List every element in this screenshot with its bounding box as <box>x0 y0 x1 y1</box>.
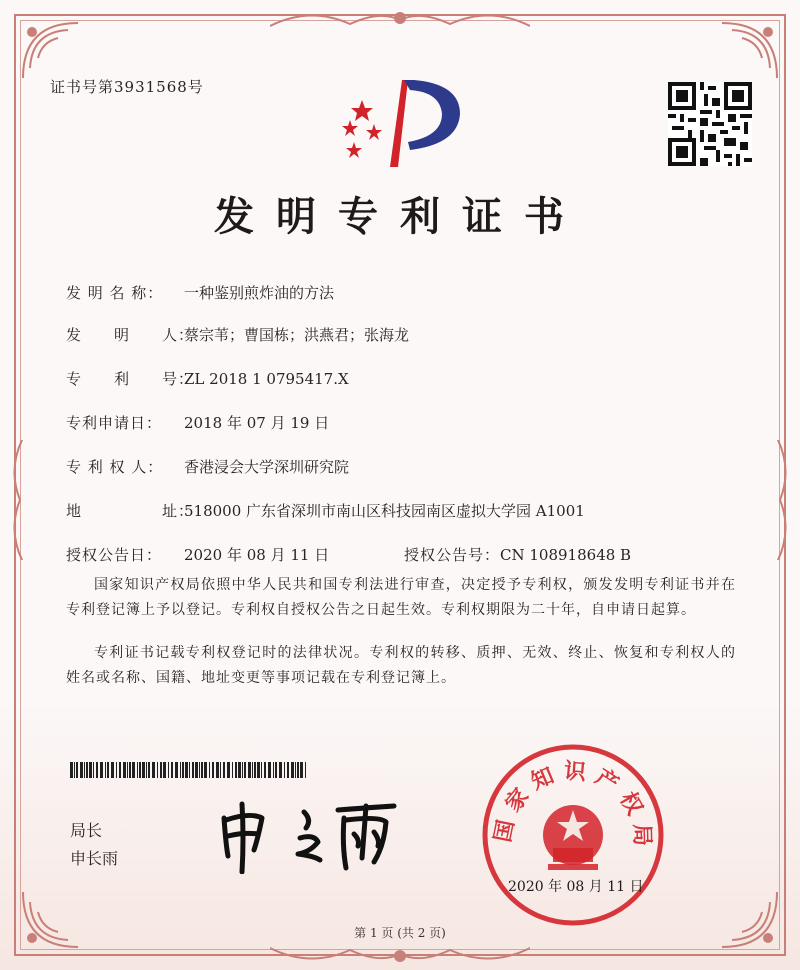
certificate-number: 证书号第3931568号 <box>50 78 204 96</box>
field-inventors <box>66 324 409 345</box>
field-label: 发 明 人： <box>66 326 195 344</box>
field-value: 蔡宗苇；曹国栋；洪燕君；张海龙 <box>184 326 410 344</box>
director-signature-icon <box>214 798 404 874</box>
right-side-ornament <box>770 440 794 560</box>
field-label: 专 利 权 人： <box>66 458 164 476</box>
field-value: 一种鉴别煎炸油的方法 <box>184 284 335 302</box>
bottom-center-ornament <box>270 940 530 968</box>
field-grant-pub-number <box>404 544 631 565</box>
director-name: 申长雨 <box>70 849 119 868</box>
field-invention-name <box>66 282 334 303</box>
corner-ornament-top-right <box>712 18 782 88</box>
field-label: 地 址： <box>66 502 195 520</box>
page-indicator: 第 1 页 (共 2 页) <box>354 926 446 940</box>
official-seal-icon <box>478 740 668 930</box>
barcode-icon <box>70 762 306 778</box>
statement-paragraph-2: 专利证书记载专利权登记时的法律状况。专利权的转移、质押、无效、终止、恢复和专利权人的姓名或名称、国籍、地址变更等事项记载在专利登记簿上。 <box>66 645 736 686</box>
certificate-title: 发明专利证书 <box>214 193 586 240</box>
field-value: 2018 年 07 月 19 日 <box>184 414 330 432</box>
corner-ornament-bottom-left <box>18 882 88 952</box>
svg-text:国家知识产权局: 国家知识产权局 <box>490 758 655 855</box>
field-grant-pub-date <box>66 544 329 565</box>
corner-ornament-bottom-right <box>712 882 782 952</box>
field-label: 专 利 号： <box>66 370 195 388</box>
qr-code-icon <box>668 82 752 166</box>
field-application-date <box>66 412 329 433</box>
field-value: 香港浸会大学深圳研究院 <box>184 458 350 476</box>
statement-paragraph-1: 国家知识产权局依照中华人民共和国专利法进行审查，决定授予专利权，颁发发明专利证书并在专利登记簿上予以登记。专利权自授权公告之日起生效。专利权期限为二十年，自申请日起算。 <box>66 577 736 618</box>
director-label: 局长 <box>70 821 103 840</box>
field-value: 2020 年 08 月 11 日 <box>184 546 330 564</box>
field-address <box>66 500 585 521</box>
field-value: ZL 2018 1 0795417.X <box>184 370 349 388</box>
field-value: CN 108918648 B <box>500 546 632 564</box>
patent-office-logo-icon <box>330 72 470 172</box>
field-patent-number <box>66 368 349 389</box>
field-patentee <box>66 456 349 477</box>
field-label: 授权公告日： <box>66 546 163 564</box>
seal-date: 2020 年 08 月 11 日 <box>508 879 644 895</box>
field-label: 授权公告号： <box>404 546 501 564</box>
field-label: 发 明 名 称： <box>66 284 164 302</box>
field-value: 518000 广东省深圳市南山区科技园南区虚拟大学园 A1001 <box>184 502 585 520</box>
top-center-ornament <box>270 6 530 34</box>
field-label: 专利申请日： <box>66 414 163 432</box>
left-side-ornament <box>6 440 30 560</box>
